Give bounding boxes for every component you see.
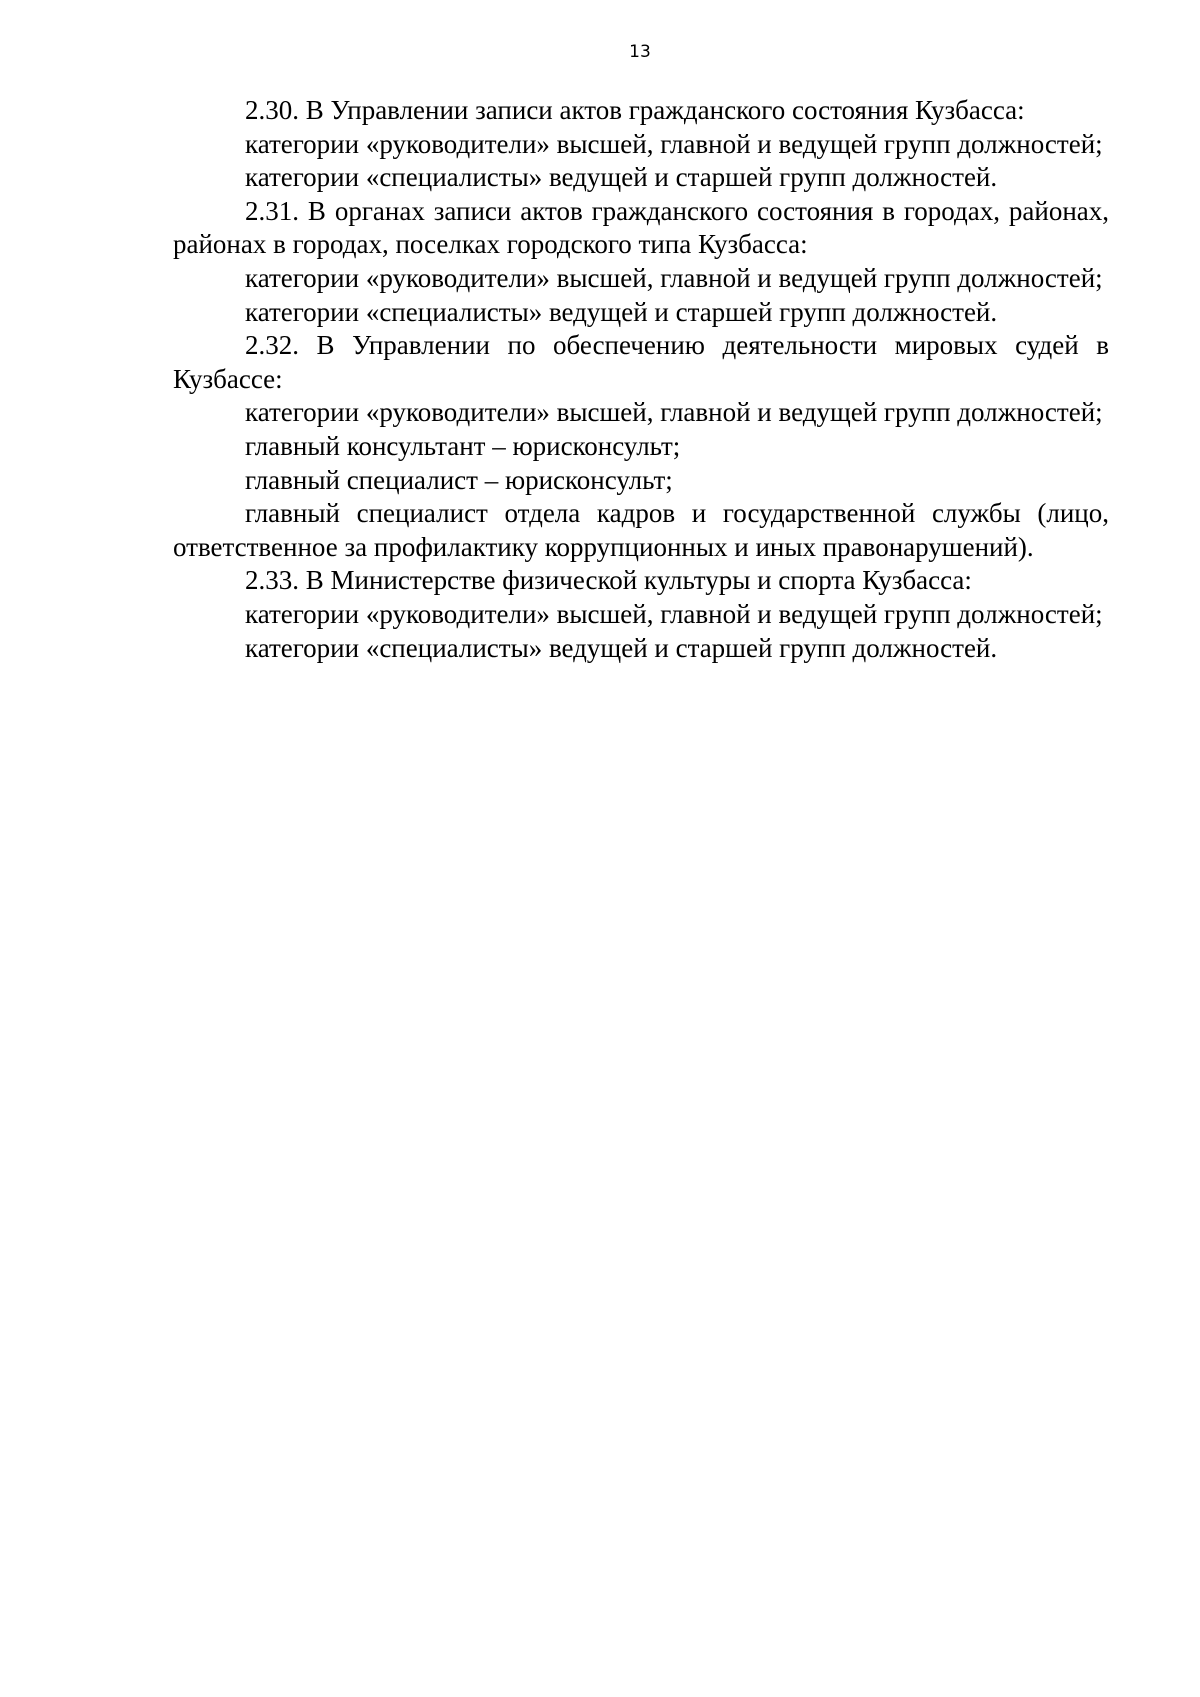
paragraph-2-31-managers: категории «руководители» высшей, главной и ведущей групп должностей; bbox=[245, 262, 1103, 293]
paragraph-2-32-hr-specialist: главный специалист отдела кадров и государственной службы (лицо, ответственное за профилактику коррупционных и иных правонарушений). bbox=[173, 498, 1109, 562]
paragraph-2-30-heading: 2.30. В Управлении записи актов гражданского состояния Кузбасса: bbox=[245, 95, 1025, 125]
paragraph-2-33-managers: категории «руководители» высшей, главной и ведущей групп должностей; bbox=[245, 598, 1103, 629]
paragraph-2-33-heading: 2.33. В Министерстве физической культуры и спорта Кузбасса: bbox=[245, 565, 972, 596]
paragraph-2-32-managers: категории «руководители» высшей, главной и ведущей групп должностей; bbox=[245, 397, 1103, 428]
paragraph-2-31-heading: 2.31. В органах записи актов гражданского состояния в городах, районах, районах в городах, поселках городского типа Кузбасса: bbox=[173, 195, 1109, 260]
document-body bbox=[173, 94, 1109, 665]
paragraph-2-31-specialists: категории «специалисты» ведущей и старшей групп должностей. bbox=[245, 296, 998, 327]
page-number: 13 bbox=[629, 42, 651, 62]
paragraph-2-32-heading: 2.32. В Управлении по обеспечению деятельности мировых судей в Кузбассе: bbox=[173, 330, 1109, 394]
paragraph-2-32-chief-specialist: главный специалист – юрисконсульт; bbox=[245, 464, 673, 495]
paragraph-2-30-managers: категории «руководители» высшей, главной и ведущей групп должностей; bbox=[245, 128, 1103, 159]
paragraph-2-33-specialists: категории «специалисты» ведущей и старшей групп должностей. bbox=[245, 632, 998, 663]
paragraph-2-30-specialists: категории «специалисты» ведущей и старшей групп должностей. bbox=[245, 162, 998, 193]
paragraph-2-32-chief-consultant: главный консультант – юрисконсульт; bbox=[245, 430, 681, 461]
